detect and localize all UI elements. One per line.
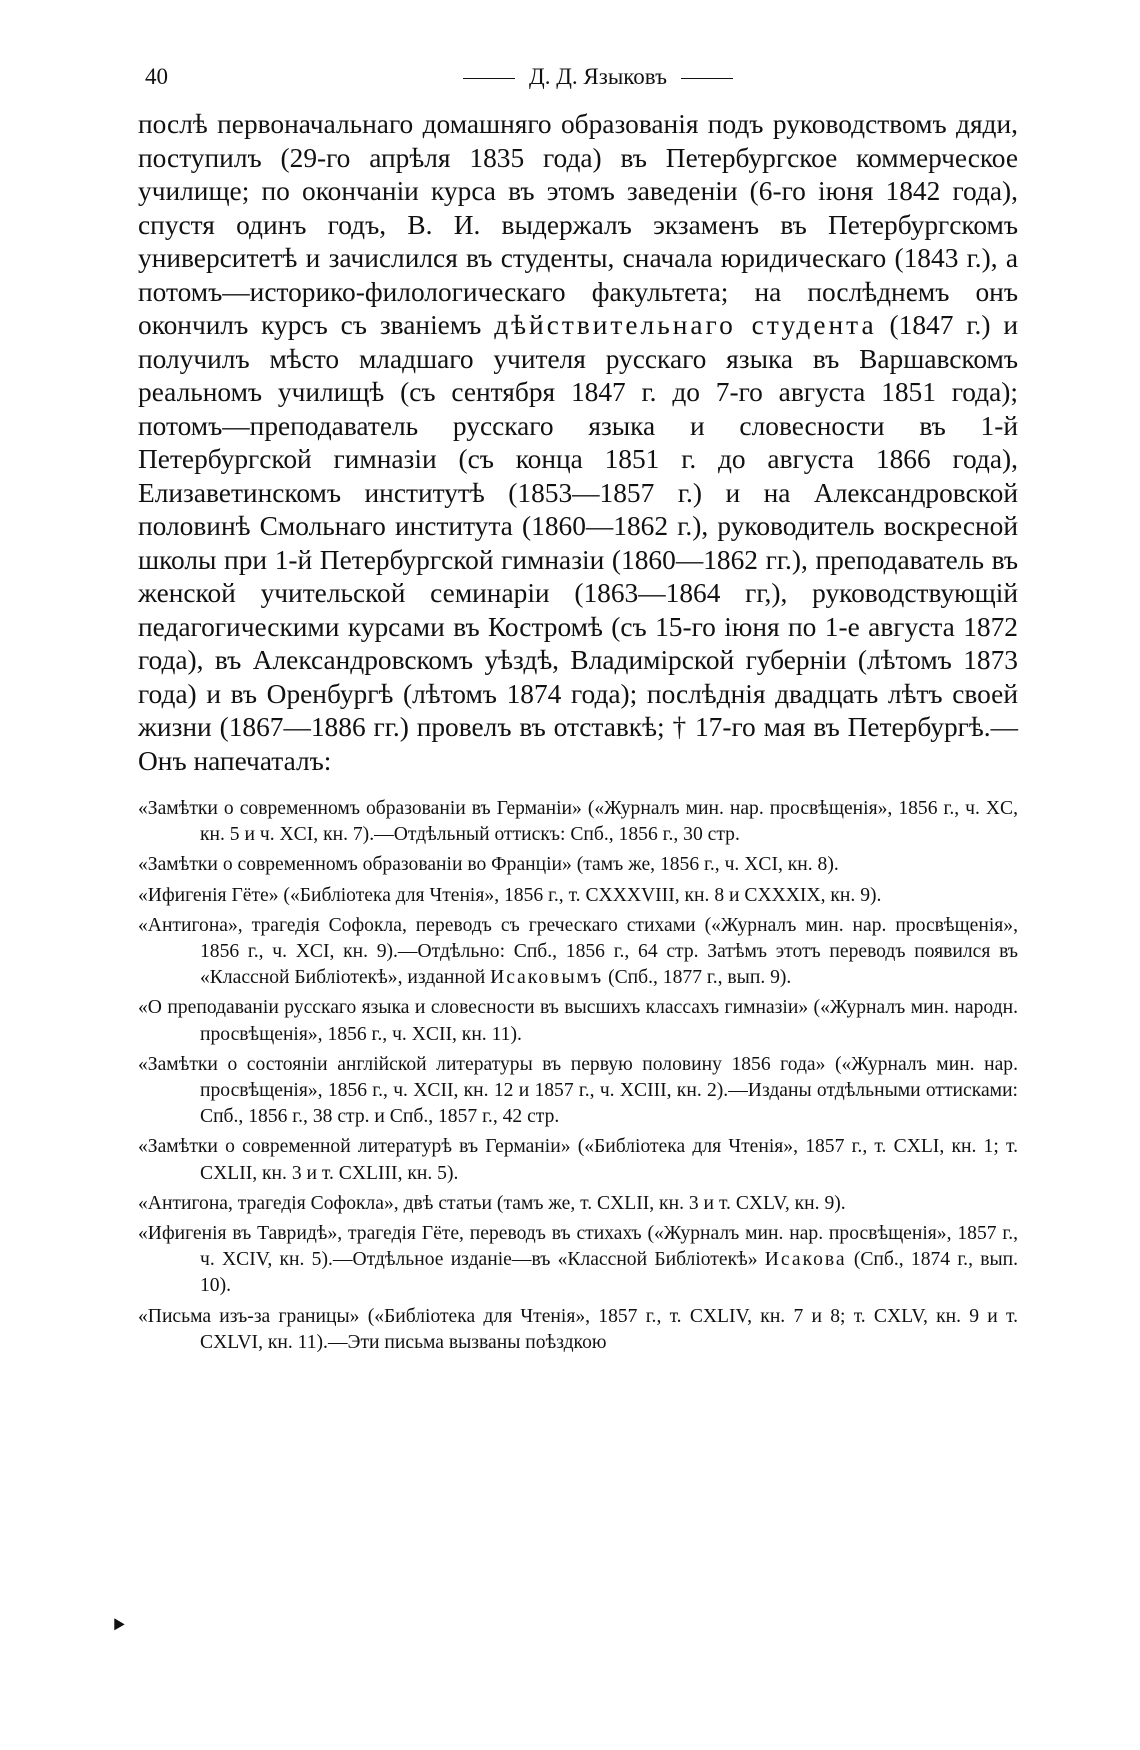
- entry-text: «Замѣтки о современномъ образованіи во Франціи» (тамъ же, 1856 г., ч. XCI, кн. 8).: [138, 854, 839, 876]
- biography-text-part2: (1847 г.) и получилъ мѣсто младшаго учителя русскаго языка въ Варшавскомъ реальномъ училищѣ (съ сентября 1847 г. до 7-го августа 1851 года); потомъ—преподаватель русскаго языка и словесности въ 1-й Петербургской гимназіи (съ конца 1851 г. до августа 1866 года), Елизаветинскомъ институтѣ (1853—1857 г.) и на Александровской половинѣ Смольнаго института (1860—1862 г.), руководитель воскресной школы при 1-й Петербургской гимназіи (1860—1862 гг.), преподаватель въ женской учительской семинаріи (1863—1864 гг,), руководствующій педагогическими курсами въ Костромѣ (съ 15-го іюня по 1-е августа 1872 года), въ Александровскомъ уѣздѣ, Владимірской губерніи (лѣтомъ 1873 года) и въ Оренбургѣ (лѣтомъ 1874 года); послѣднія двадцать лѣтъ своей жизни (1867—1886 гг.) провелъ въ отставкѣ; † 17-го мая въ Петербургѣ.—Онъ напечаталъ:: [138, 310, 1019, 776]
- bibliography-entry: [138, 1221, 1018, 1300]
- entry-text: «Письма изъ-за границы» («Библіотека для Чтенія», 1857 г., т. CXLIV, кн. 7 и 8; т. CXLV, кн. 9 и т. CXLVI, кн. 11).—Эти письма вызваны поѣздкою: [138, 1305, 1018, 1353]
- entry-text: «Замѣтки о современной литературѣ въ Германіи» («Библіотека для Чтенія», 1857 г., т. CXLI, кн. 1; т. CXLII, кн. 3 и т. CXLIII, кн. 5).: [138, 1136, 1018, 1184]
- entry-text: «Антигона, трагедія Софокла», двѣ статьи (тамъ же, т. CXLII, кн. 3 и т. CXLV, кн. 9).: [138, 1192, 846, 1214]
- author-name: Д. Д. Языковъ: [529, 64, 667, 89]
- entry-tail: (Спб., 1877 г., вып. 9).: [608, 967, 792, 989]
- bibliography-entry: [138, 1304, 1018, 1356]
- biography-spaced-phrase: дѣйствительнаго студента: [494, 310, 877, 340]
- page-number: 40: [145, 64, 168, 89]
- bibliography-entry: [138, 883, 1018, 909]
- bibliography-entry: [138, 1134, 1018, 1186]
- biography-paragraph: [138, 108, 1018, 778]
- bibliography-entry: [138, 995, 1018, 1047]
- entry-tail: (Спб., 1874 г., вып. 10).: [200, 1249, 1019, 1297]
- bibliography-entry: [138, 1052, 1018, 1131]
- bibliography-entry: [138, 796, 1018, 848]
- entry-text: «О преподаваніи русскаго языка и словесности въ высшихъ классахъ гимназіи» («Журналъ мин. народн. просвѣщенія», 1856 г., ч. XCII, кн. 11).: [138, 997, 1018, 1045]
- scan-artifact-mark: ⯈: [110, 1614, 128, 1639]
- running-head: [138, 64, 1018, 98]
- right-rule: [681, 78, 733, 79]
- entry-text: «Ифигенія Гёте» («Библіотека для Чтенія», 1856 г., т. CXXXVIII, кн. 8 и CXXXIX, кн. 9).: [138, 884, 882, 906]
- bibliography-entry: [138, 1191, 1018, 1217]
- entry-spaced-name: Исаковымъ: [490, 967, 604, 989]
- left-rule: [463, 78, 515, 79]
- running-title: [408, 64, 788, 90]
- entry-text: «Замѣтки о состояніи англійской литературы въ первую половину 1856 года» («Журналъ мин. нар. просвѣщенія», 1856 г., ч. XCII, кн. 12 и 1857 г., ч. XCIII, кн. 2).—Изданы отдѣльными оттисками: Спб., 1856 г., 38 стр. и Спб., 1857 г., 42 стр.: [138, 1053, 1018, 1128]
- bibliography-entry: [138, 852, 1018, 878]
- entry-text: «Ифигенія въ Тавридѣ», трагедія Гёте, переводъ въ стихахъ («Журналъ мин. нар. просвѣщенія», 1857 г., ч. XCIV, кн. 5).—Отдѣльное изданіе—въ «Классной Библіотекѣ»: [138, 1223, 1018, 1271]
- bibliography-list: [138, 796, 1018, 1356]
- entry-spaced-name: Исакова: [764, 1249, 847, 1271]
- entry-text: «Антигона», трагедія Софокла, переводъ съ греческаго стихами («Журналъ мин. нар. просвѣщенія», 1856 г., ч. XCI, кн. 9).—Отдѣльно: Спб., 1856 г., 64 стр. Затѣмъ этотъ переводъ появился въ «Классной Библіотекѣ», изданной: [138, 914, 1018, 989]
- bibliography-entry: [138, 913, 1018, 992]
- biography-text-part1: послѣ первоначальнаго домашняго образованія подъ руководствомъ дяди, поступилъ (29-го апрѣля 1835 года) въ Петербургское коммерческое училище; по окончаніи курса въ этомъ заведеніи (6-го іюня 1842 года), спустя одинъ годъ, В. И. выдержалъ экзаменъ въ Петербургскомъ университетѣ и зачислился въ студенты, сначала юридическаго (1843 г.), а потомъ—историко-филологическаго факультета; на послѣднемъ онъ окончилъ курсъ съ званіемъ: [138, 109, 1018, 340]
- page-content: [138, 64, 1018, 1360]
- entry-text: «Замѣтки о современномъ образованіи въ Германіи» («Журналъ мин. нар. просвѣщенія», 1856 г., ч. XC, кн. 5 и ч. XCI, кн. 7).—Отдѣльный оттискъ: Спб., 1856 г., 30 стр.: [138, 798, 1018, 846]
